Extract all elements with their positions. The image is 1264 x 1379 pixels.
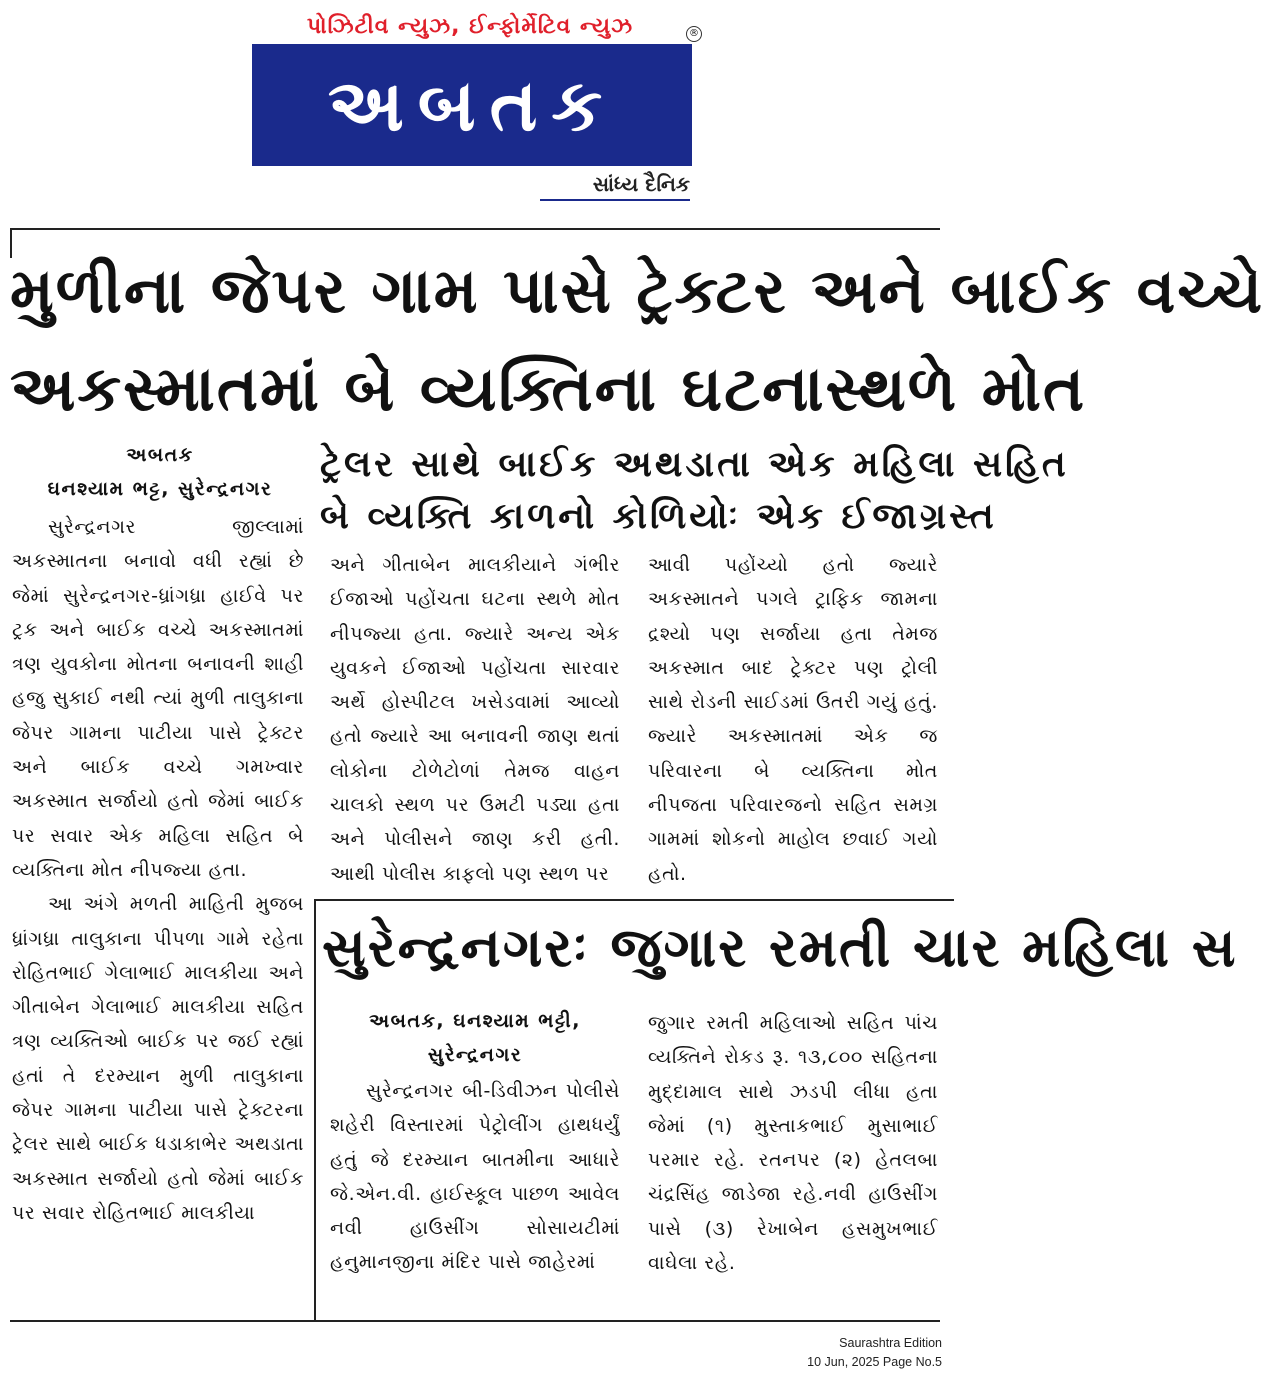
story1-subhead-line1: ટ્રેલર સાથે બાઈક અથડાતા એક મહિલા સહિત <box>320 444 1069 485</box>
story1-col2-paragraph: અને ગીતાબેન માલકીયાને ગંભીર ઈજાઓ પહોંચતા ઘટના સ્થળે મોત નીપજ્યા હતા. જ્યારે અન્ય એક યુવકને ઈજાઓ પહોંચતા સારવાર અર્થે હોસ્પીટલ ખસેડવામાં આવ્યો હતો જ્યારે આ બનાવની જાણ થતાં લોકોના ટોળેટોળાં તેમજ વાહન ચાલકો સ્થળ પર ઉમટી પડ્યા હતા અને પોલીસને જાણ કરી હતી. આથી પોલીસ કાફલો પણ સ્થળ પર <box>330 554 620 885</box>
story2-left-rule <box>314 900 316 1320</box>
story2-col1-paragraph: સુરેન્દ્રનગર બી-ડિવીઝન પોલીસે શહેરી વિસ્તારમાં પેટ્રોલીંગ હાથધર્યું હતું જે દરમ્યાન બાતમીના આધારે જે.એન.વી. હાઈસ્કૂલ પાછળ આવેલ નવી હાઉસીંગ સોસાયટીમાં હનુમાનજીના મંદિર પાસે જાહેરમાં <box>330 1080 620 1274</box>
story1-column-1 <box>12 510 304 1230</box>
top-rule <box>10 228 940 230</box>
story2-top-rule <box>314 899 954 901</box>
story1-col3-paragraph: આવી પહોંચ્યો હતો જ્યારે અકસ્માતને પગલે ટ્રાફિક જામના દ્રશ્યો પણ સર્જાયા હતા તેમજ અકસ્માત બાદ ટ્રેક્ટર પણ ટ્રોલી સાથે રોડની સાઈડમાં ઉતરી ગયું હતું. જ્યારે અકસ્માતમાં એક જ પરિવારના બે વ્યક્તિના મોત નીપજતા પરિવારજનો સહિત સમગ્ર ગામમાં શોકનો માહોલ છવાઈ ગયો હતો. <box>648 554 938 885</box>
edition-label: સાંધ્ય દૈનિક <box>592 172 690 196</box>
bottom-rule <box>10 1320 940 1322</box>
story1-subhead-line2: બે વ્યક્તિ કાળનો કોળિયોઃ એક ઈજાગ્રસ્ત <box>320 496 997 537</box>
story1-headline-line2: અકસ્માતમાં બે વ્યક્તિના ઘટનાસ્થળે મોત <box>10 352 1087 425</box>
footer-date-page: 10 Jun, 2025 Page No.5 <box>807 1355 942 1369</box>
footer-edition: Saurashtra Edition <box>839 1336 942 1350</box>
story1-column-3 <box>648 548 938 891</box>
story1-col1-paragraph-2: આ અંગે મળતી માહિતી મુજબ ધ્રાંગધ્રા તાલુકાના પીપળા ગામે રહેતા રોહિતભાઈ ગેલાભાઈ માલકીયા અને ગીતાબેન ગેલાભાઈ માલકીયા સહિત ત્રણ વ્યક્તિઓ બાઈક પર જઈ રહ્યાં હતાં તે દરમ્યાન મુળી તાલુકાના જેપર ગામના પાટીયા પાસે ટ્રેક્ટરના ટ્રેલર સાથે બાઈક ધડાકાભેર અથડાતા અકસ્માત સર્જાયો હતો જેમાં બાઈક પર સવાર રોહિતભાઈ માલકીયા <box>12 893 304 1224</box>
story1-col1-paragraph-1: સુરેન્દ્રનગર જીલ્લામાં અકસ્માતના બનાવો વધી રહ્યાં છે જેમાં સુરેન્દ્રનગર-ધ્રાંગધ્રા હાઈવે પર ટ્રક અને બાઈક વચ્ચે અકસ્માતમાં ત્રણ યુવકોના મોતના બનાવની શાહી હજુ સુકાઈ નથી ત્યાં મુળી તાલુકાના જેપર ગામના પાટીયા પાસે ટ્રેક્ટર અને બાઈક વચ્ચે ગમખ્વાર અકસ્માત સર્જાયો હતો જેમાં બાઈક પર સવાર એક મહિલા સહિત બે વ્યક્તિના મોત નીપજ્યા હતા. <box>12 516 304 881</box>
story1-column-2 <box>330 548 620 891</box>
story2-headline: સુરેન્દ્રનગરઃ જુગાર રમતી ચાર મહિલા સ <box>322 916 1238 979</box>
edition-underline <box>540 199 690 201</box>
story1-byline-source: અબતક <box>126 444 194 466</box>
masthead-tagline: પોઝિટીવ ન્યુઝ, ઈન્ફોર્મેટિવ ન્યુઝ <box>306 14 634 39</box>
story2-column-2 <box>648 1006 938 1280</box>
newspaper-logo <box>252 44 692 166</box>
story2-byline-line1: અબતક, ઘનશ્યામ ભટ્ટી, <box>369 1010 581 1032</box>
story1-headline-line1: મુળીના જેપર ગામ પાસે ટ્રેક્ટર અને બાઈક વચ્ચે <box>10 254 1264 327</box>
story2-column-1 <box>330 1074 620 1280</box>
story2-col2-paragraph: જુગાર રમતી મહિલાઓ સહિત પાંચ વ્યક્તિને રોકડ રૂ. ૧૩,૮૦૦ સહિતના મુદ્દામાલ સાથે ઝડપી લીધા હતા જેમાં (૧) મુસ્તાકભાઈ મુસાભાઈ પરમાર રહે. રતનપર (૨) હેતલબા ચંદ્રસિંહ જાડેજા રહે.નવી હાઉસીંગ પાસે (૩) રેખાબેન હસમુખભાઈ વાઘેલા રહે. <box>648 1012 938 1275</box>
logo-wordmark: અબતક <box>252 44 692 166</box>
registered-mark-icon: ® <box>686 26 702 42</box>
story1-byline-author: ઘનશ્યામ ભટ્ટ, સુરેન્દ્રનગર <box>47 478 273 500</box>
story2-byline-line2: સુરેન્દ્રનગર <box>427 1044 523 1066</box>
